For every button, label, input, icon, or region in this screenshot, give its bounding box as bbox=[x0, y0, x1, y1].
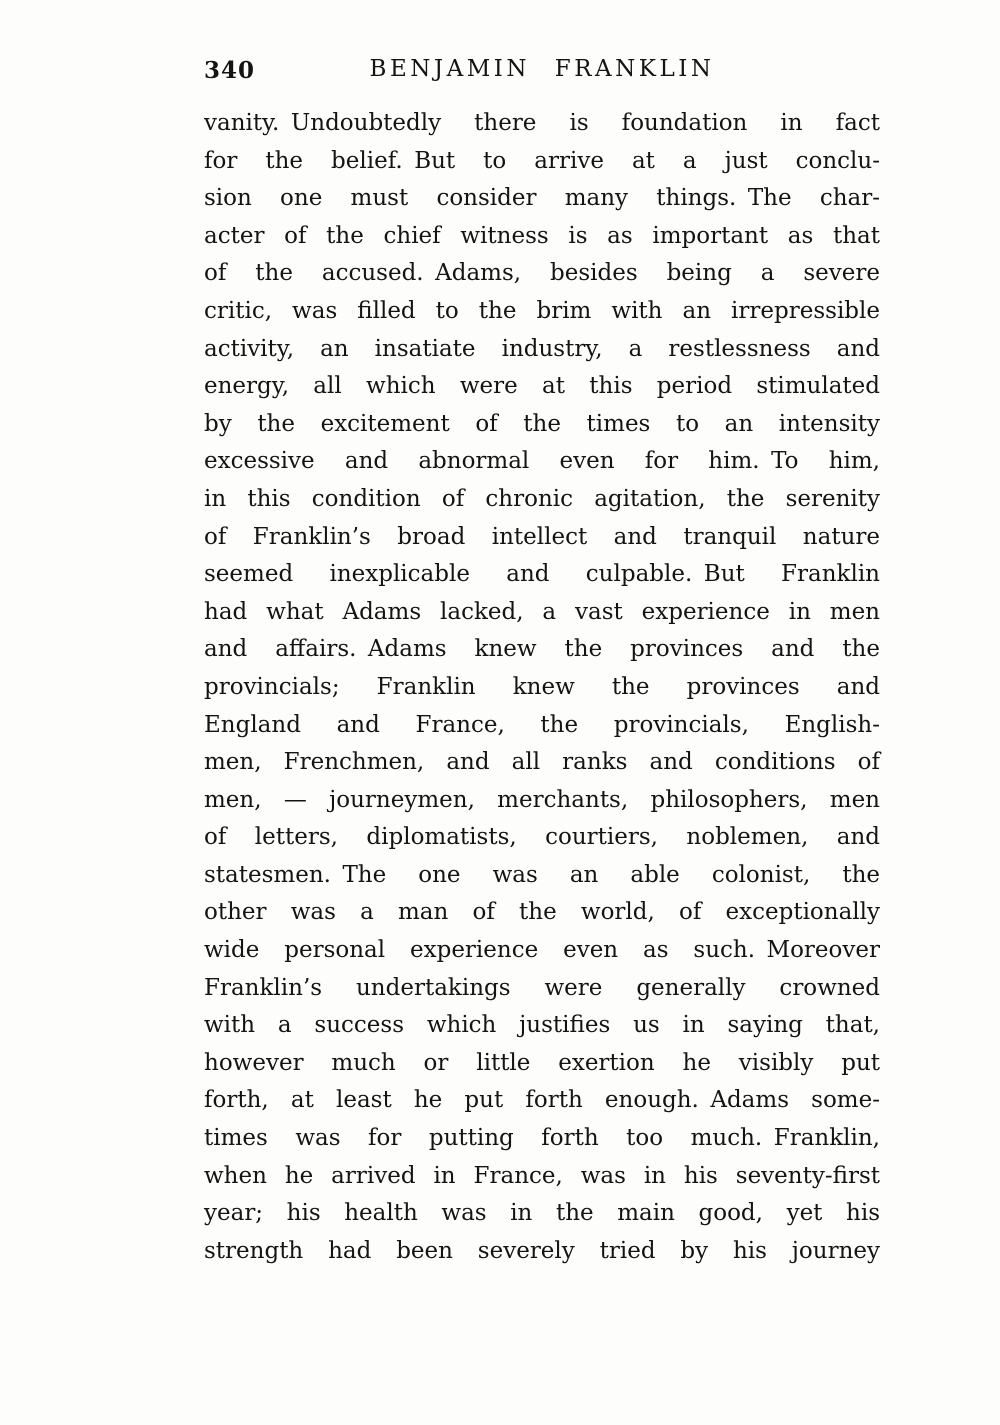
text-line: in this condition of chronic agitation, the serenity bbox=[204, 485, 880, 512]
text-line: strength had been severely tried by his journey bbox=[204, 1237, 880, 1264]
text-line: for the belief. But to arrive at a just conclu- bbox=[204, 147, 880, 174]
text-line: wide personal experience even as such. Moreover bbox=[204, 937, 880, 964]
text-line: forth, at least he put forth enough. Adams some- bbox=[204, 1087, 880, 1114]
text-line: activity, an insatiate industry, a restlessness and bbox=[204, 335, 880, 362]
text-line: of Franklin’s broad intellect and tranquil nature bbox=[204, 523, 880, 550]
running-header-title: BENJAMIN FRANKLIN bbox=[369, 56, 715, 82]
text-line: Franklin’s undertakings were generally crowned bbox=[204, 974, 880, 1001]
text-line: year; his health was in the main good, yet his bbox=[204, 1200, 880, 1227]
text-line: critic, was filled to the brim with an irrepressible bbox=[204, 297, 880, 324]
text-line: statesmen. The one was an able colonist, the bbox=[204, 861, 880, 888]
text-line: and affairs. Adams knew the provinces and the bbox=[204, 636, 880, 663]
text-line: men, — journeymen, merchants, philosophers, men bbox=[204, 786, 880, 813]
text-line: by the excitement of the times to an intensity bbox=[204, 410, 880, 437]
text-line: of letters, diplomatists, courtiers, noblemen, and bbox=[204, 824, 880, 851]
page-header bbox=[204, 56, 880, 88]
body-text bbox=[204, 105, 880, 1270]
text-line: had what Adams lacked, a vast experience in men bbox=[204, 598, 880, 625]
text-line: energy, all which were at this period stimulated bbox=[204, 373, 880, 400]
text-line: men, Frenchmen, and all ranks and conditions of bbox=[204, 749, 880, 776]
text-line: times was for putting forth too much. Franklin, bbox=[204, 1125, 880, 1152]
text-line: however much or little exertion he visibly put bbox=[204, 1049, 880, 1076]
text-line: excessive and abnormal even for him. To him, bbox=[204, 448, 880, 475]
text-line: acter of the chief witness is as important as that bbox=[204, 222, 880, 249]
text-line: England and France, the provincials, English- bbox=[204, 711, 880, 738]
text-line: provincials; Franklin knew the provinces and bbox=[204, 673, 880, 700]
text-line: seemed inexplicable and culpable. But Franklin bbox=[204, 561, 880, 588]
page-number: 340 bbox=[204, 57, 256, 84]
text-line: other was a man of the world, of exceptionally bbox=[204, 899, 880, 926]
text-line: of the accused. Adams, besides being a severe bbox=[204, 260, 880, 287]
text-line: sion one must consider many things. The char- bbox=[204, 185, 880, 212]
text-line: vanity. Undoubtedly there is foundation in fact bbox=[204, 110, 880, 136]
text-line: with a success which justifies us in saying that, bbox=[204, 1012, 880, 1039]
text-line: when he arrived in France, was in his seventy-first bbox=[204, 1162, 880, 1189]
